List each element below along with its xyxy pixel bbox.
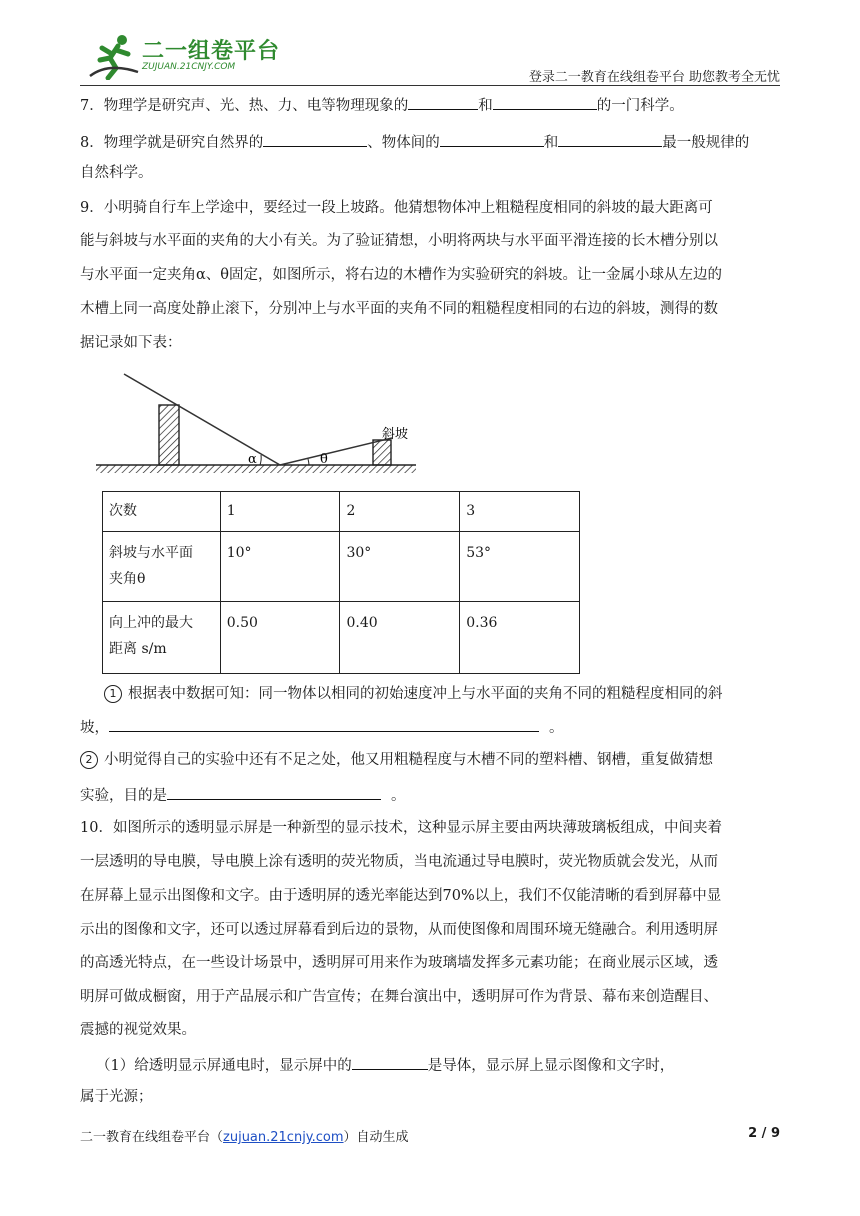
runner-logo-icon	[88, 32, 142, 80]
table-row	[103, 532, 580, 602]
page-number: 2 / 9	[748, 1126, 780, 1141]
q9-sub1-end: 。	[549, 720, 564, 736]
table-cell: 10°	[220, 532, 340, 602]
q9-sub1-line-2	[80, 716, 780, 738]
table-row	[103, 602, 580, 674]
q9-line-4: 木槽上同一高度处静止滚下，分别冲上与水平面的夹角不同的粗糙程度相同的右边的斜坡，测得的数	[80, 301, 718, 317]
table-row	[103, 492, 580, 532]
q9-line-3: 与水平面一定夹角α、θ固定，如图所示，将右边的木槽作为实验研究的斜坡。让一金属小球从左边的	[80, 267, 723, 283]
logo-subtext: ZUJUAN.21CNJY.COM	[142, 62, 236, 72]
q9-sub1	[104, 684, 780, 704]
q9-sub1-text-b: 坡，	[80, 720, 109, 736]
data-table	[102, 491, 580, 674]
q9-line-1: 9．小明骑自行车上学途中，要经过一段上坡路。他猜想物体冲上粗糙程度相同的斜坡的最大距离可	[80, 200, 713, 216]
q10-sub1-text-a: （1）给透明显示屏通电时，显示屏中的	[96, 1058, 352, 1074]
circled-number-2: 2	[80, 751, 98, 769]
left-support-block	[159, 405, 179, 465]
table-cell: 53°	[460, 532, 580, 602]
q7-text-a: 7．物理学是研究声、光、热、力、电等物理现象的	[80, 98, 409, 114]
q9-sub2-blank[interactable]	[167, 784, 381, 800]
q9-sub2-text-b: 实验，目的是	[80, 788, 167, 804]
theta-label: θ	[320, 452, 328, 467]
q10-line-5: 的高透光特点，在一些设计场景中，透明屏可用来作为玻璃墙发挥多元素功能；在商业展示区域，透	[80, 955, 718, 971]
footer-link[interactable]: zujuan.21cnjy.com	[223, 1130, 344, 1145]
q9-line-2: 能与斜坡与水平面的夹角的大小有关。为了验证猜想，小明将两块与水平面平滑连接的长木槽分别以	[80, 233, 718, 249]
circled-number-1: 1	[104, 685, 122, 703]
question-7	[80, 94, 780, 116]
q9-sub1-blank[interactable]	[109, 716, 539, 732]
table-cell: 1	[220, 492, 340, 532]
q8-blank-2[interactable]	[440, 131, 544, 147]
q7-text-b: 和	[478, 98, 493, 114]
table-cell: 2	[340, 492, 460, 532]
table-cell	[103, 602, 221, 674]
row2-label-b: 距离 s/m	[109, 641, 167, 657]
footer-text-a: 二一教育在线组卷平台（	[80, 1130, 224, 1145]
table-cell	[103, 532, 221, 602]
q7-blank-2[interactable]	[493, 94, 597, 110]
q10-line-6: 明屏可做成橱窗，用于产品展示和广告宣传；在舞台演出中，透明屏可作为背景、幕布来创造醒目、	[80, 989, 718, 1005]
q8-text-a: 8．物理学就是研究自然界的	[80, 135, 264, 151]
q9-sub2-text: 小明觉得自己的实验中还有不足之处，他又用粗糙程度与木槽不同的塑料槽、钢槽，重复做猜想	[104, 752, 713, 768]
footer-source	[80, 1126, 409, 1145]
table-cell: 0.50	[220, 602, 340, 674]
theta-arc	[308, 459, 309, 465]
q10-line-4: 示出的图像和文字，还可以透过屏幕看到后边的景物，从而使图像和周围环境无缝融合。利用透明屏	[80, 922, 718, 938]
table-cell: 0.40	[340, 602, 460, 674]
q9-sub2	[80, 750, 780, 770]
row1-label-b: 夹角θ	[109, 571, 146, 587]
q8-blank-3[interactable]	[558, 131, 662, 147]
q9-line-5: 据记录如下表：	[80, 335, 182, 351]
table-cell: 30°	[340, 532, 460, 602]
q9-sub1-text: 根据表中数据可知：同一物体以相同的初始速度冲上与水平面的夹角不同的粗糙程度相同的斜	[128, 686, 723, 702]
logo	[88, 32, 288, 82]
q8-text-d: 最一般规律的	[662, 135, 750, 151]
q7-blank-1[interactable]	[408, 94, 478, 110]
q10-sub1	[96, 1054, 780, 1076]
q10-sub1-line-2: 属于光源；	[80, 1089, 153, 1105]
row1-label-a: 斜坡与水平面	[109, 545, 193, 561]
q10-line-7: 震撼的视觉效果。	[80, 1022, 196, 1038]
table-cell: 次数	[103, 492, 221, 532]
table-cell: 0.36	[460, 602, 580, 674]
right-support-block	[373, 440, 391, 465]
q10-sub1-text-b: 是导体，显示屏上显示图像和文字时，	[427, 1058, 675, 1074]
q8-text-b: 、物体间的	[367, 135, 440, 151]
alpha-arc	[260, 455, 261, 465]
alpha-label: α	[248, 452, 257, 467]
q8-text-c: 和	[543, 135, 559, 151]
header-divider	[80, 85, 780, 86]
q10-line-3: 在屏幕上显示出图像和文字。由于透明屏的透光率能达到70%以上，我们不仅能清晰的看到屏幕中显	[80, 888, 722, 904]
q10-sub1-blank[interactable]	[352, 1054, 428, 1070]
slope-label: 斜坡	[382, 427, 409, 442]
q9-sub2-line-2	[80, 784, 780, 806]
header-slogan: 登录二一教育在线组卷平台 助您教考全无忧	[528, 70, 780, 85]
q9-sub2-end: 。	[391, 788, 406, 804]
logo-text: 二一组卷平台	[142, 39, 281, 64]
q10-line-2: 一层透明的导电膜，导电膜上涂有透明的荧光物质，当电流通过导电膜时，荧光物质就会发光，从而	[80, 854, 718, 870]
q7-text-c: 的一门科学。	[596, 98, 684, 114]
q8-continuation: 自然科学。	[80, 165, 153, 181]
table-cell: 3	[460, 492, 580, 532]
question-8	[80, 131, 780, 153]
incline-figure	[90, 370, 420, 482]
q10-line-1: 10．如图所示的透明显示屏是一种新型的显示技术，这种显示屏主要由两块薄玻璃板组成，中间夹着	[80, 820, 722, 836]
q8-blank-1[interactable]	[263, 131, 367, 147]
row2-label-a: 向上冲的最大	[109, 615, 193, 631]
footer-text-b: ）自动生成	[343, 1130, 409, 1145]
